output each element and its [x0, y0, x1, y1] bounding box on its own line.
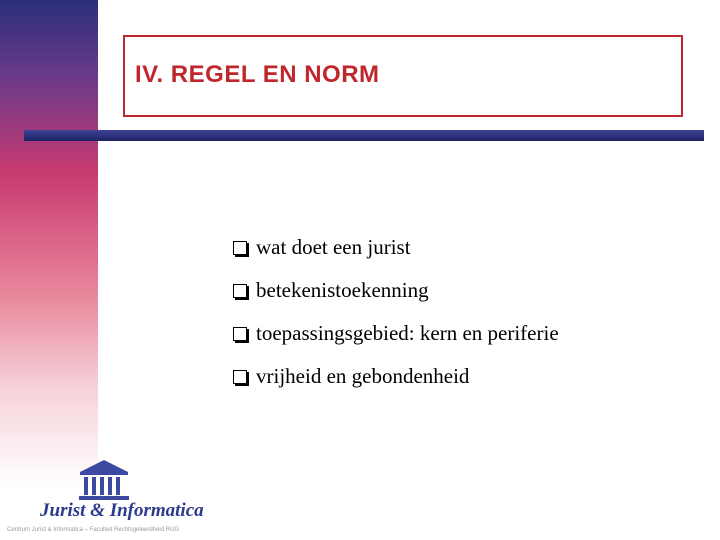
- checkbox-bullet-icon: [233, 370, 247, 384]
- footer-credit: Centrum Jurist & Informatica – Faculteit Rechtsgeleerdheid RUG: [7, 527, 180, 533]
- slide-title: IV. REGEL EN NORM: [135, 61, 380, 88]
- title-underline-bar: [24, 130, 704, 141]
- bullet-text: toepassingsgebied: kern en periferie: [256, 321, 559, 345]
- bullet-item: [233, 226, 559, 269]
- bullet-text: vrijheid en gebondenheid: [256, 364, 470, 388]
- bullet-list: [233, 226, 559, 398]
- bullet-item: [233, 269, 559, 312]
- checkbox-bullet-icon: [233, 284, 247, 298]
- bullet-text: wat doet een jurist: [256, 235, 411, 259]
- title-box: [123, 35, 683, 117]
- bullet-text: betekenistoekenning: [256, 278, 429, 302]
- bullet-item: [233, 312, 559, 355]
- bullet-item: [233, 355, 559, 398]
- logo: [36, 458, 204, 528]
- logo-text: Jurist & Informatica: [40, 500, 204, 521]
- checkbox-bullet-icon: [233, 241, 247, 255]
- checkbox-bullet-icon: [233, 327, 247, 341]
- building-columns-icon: [76, 458, 132, 502]
